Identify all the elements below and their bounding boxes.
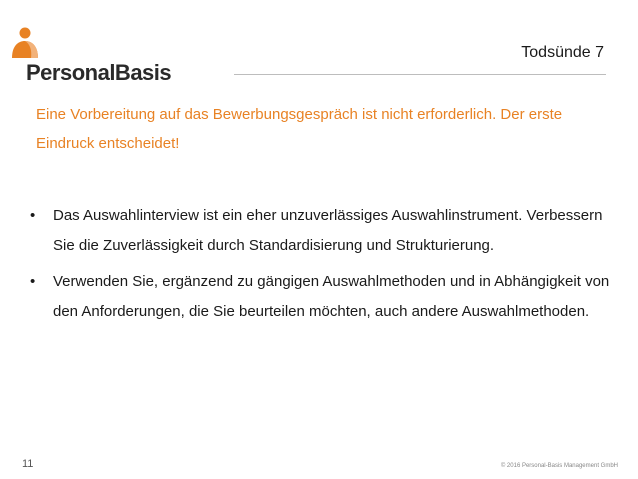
bullet-marker: • — [30, 207, 36, 224]
slide-title: Todsünde 7 — [521, 44, 604, 61]
title-divider — [234, 74, 606, 75]
bullet-list — [30, 201, 620, 333]
company-logo — [8, 26, 172, 85]
bullet-item — [30, 201, 620, 261]
page-number: 11 — [22, 458, 34, 470]
copyright-notice: © 2016 Personal-Basis Management GmbH — [500, 463, 618, 469]
lead-statement: Eine Vorbereitung auf das Bewerbungsgespräch ist nicht erforderlich. Der erste Eindruck entscheidet! — [36, 106, 563, 152]
bullet-item — [30, 267, 620, 327]
bullet-marker: • — [30, 273, 36, 290]
logo-wordmark: PersonalBasis — [26, 60, 172, 85]
bullet-text: Verwenden Sie, ergänzend zu gängigen Auswahlmethoden und in Abhängigkeit von den Anforderungen, die Sie beurteilen möchten, auch andere Auswahlmethoden. — [53, 273, 610, 320]
personalbasis-person-logo-icon — [8, 26, 48, 60]
bullet-text: Das Auswahlinterview ist ein eher unzuverlässiges Auswahlinstrument. Verbessern Sie die Zuverlässigkeit durch Standardisierung und Strukturierung. — [53, 207, 603, 254]
